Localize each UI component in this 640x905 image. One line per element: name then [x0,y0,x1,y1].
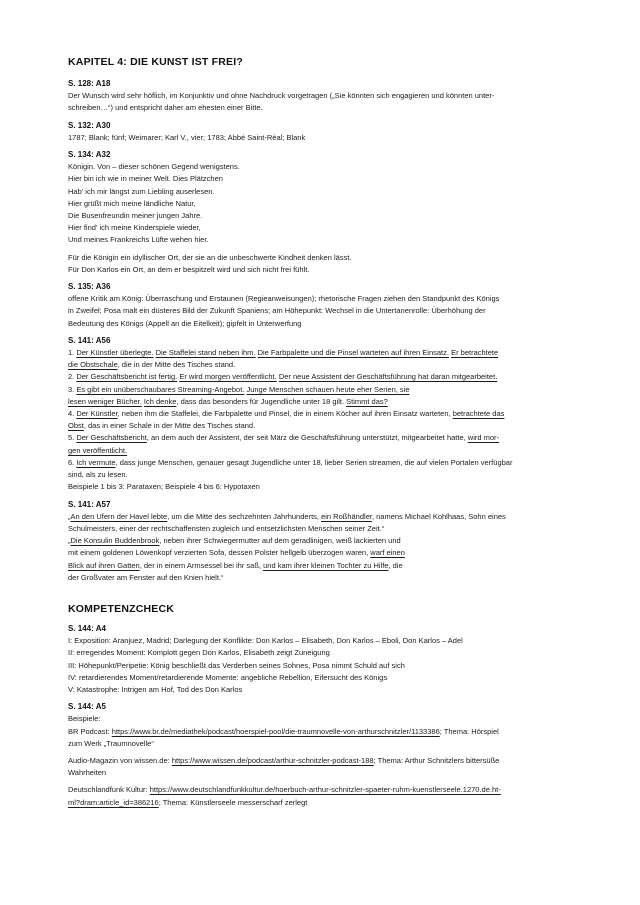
text-segment: Audio-Magazin von wissen.de: [68,755,172,765]
text-line [68,523,582,535]
section-heading: S. 141: A56 [68,335,111,345]
text-segment: Beispiele: [68,714,101,724]
text-segment: „ [68,536,71,546]
text-segment: in Zweifel; Posa malt ein düsteres Bild der Zukunft Spaniens; am Höhepunkt: Wechsel in die Untertanenrolle: Überhöhung der [68,306,486,316]
paragraph [68,535,582,584]
text-line [68,767,582,779]
text-line [68,469,582,481]
text-segment: , der in einem Armsessel bei ihr saß, [139,560,264,570]
underlined-text: Er betrachtete [451,348,499,358]
text-line [68,647,582,659]
text-line [68,481,582,493]
text-segment: IV: retardierendes Moment/retardierende Momente: angebliche Rebellion, Eifersucht des Königs [68,672,388,682]
text-line [68,210,582,222]
section [68,335,582,494]
text-line [68,797,582,809]
paragraph [68,635,582,696]
text-segment: , an dem auch der Assistent, der seit März die Geschäftsführung unterstützt, mitgearbeitet hatte, [146,433,468,443]
text-line [68,420,582,432]
text-line [68,445,582,457]
text-segment: , um die Mitte des sechzehnten Jahrhunderts, [167,511,322,521]
text-segment: 1787; Blank; fünf; Weimarer; Karl V., vier; 1783; Abbé Saint-Réal; Blank [68,132,306,142]
section [68,623,582,696]
section [68,701,582,809]
text-segment: mit einem goldenen Löwenkopf verzierten Sofa, dessen Polster hellgelb überzogen waren, [68,548,371,558]
underlined-text: Er wird morgen veröffentlicht. [179,372,277,382]
section-heading: S. 134: A32 [68,150,111,160]
url-link[interactable]: https://www.br.de/mediathek/podcast/hoerspiel-pool/die-traumnovelle-von-arthurschnitzler/1133386 [111,726,440,736]
text-line [68,726,582,738]
text-line [68,173,582,185]
underlined-text: Der neue Assistent der Geschäftsführung hat daran mitgearbeitet. [278,372,498,382]
underlined-text: An den Ufern der Havel lebte [70,511,168,521]
text-segment: , das in einer Schale in der Mitte des Tisches stand. [83,421,256,431]
text-segment: III: Höhepunkt/Peripetie: König beschließt das Verderben seines Sohnes, Posa nimmt Schuld auf sich [68,660,405,670]
text-line [68,432,582,444]
underlined-text: gen veröffentlicht. [68,445,128,455]
section-heading: S. 128: A18 [68,79,111,88]
text-line [68,511,582,523]
text-line [68,132,582,144]
section [68,281,582,330]
text-segment: Und meines Frankreichs Lüfte wehen hier. [68,235,209,245]
underlined-text: Obst [68,421,84,431]
text-line [68,234,582,246]
text-line [68,396,582,408]
text-line [68,90,582,102]
underlined-text: Blick auf ihren Gatten [68,560,140,570]
text-segment: V: Katastrophe: Intrigen am Hof, Tod des Don Karlos [68,684,243,694]
text-segment: , dass junge Menschen, genauer gesagt Jugendliche unter 18, lieber Serien streamen, die auf vielen Portalen verfügbar [115,457,513,467]
underlined-text: Die Staffelei stand neben ihm. [155,348,256,358]
text-segment: 4. [68,409,77,419]
text-line [68,457,582,469]
text-segment: Hier grüßt mich meine ländliche Natur, [68,198,196,208]
section-heading: S. 144: A5 [68,702,106,712]
text-line [68,371,582,383]
text-line [68,672,582,684]
paragraph [68,132,582,144]
text-segment: ; Thema: Künstlerseele messerscharf zerlegt [158,797,308,807]
paragraph [68,161,582,246]
text-segment: ; Thema: Arthur Schnitzlers bittersüße [373,755,500,765]
text-line [68,635,582,647]
text-segment: BR Podcast: [68,726,112,736]
text-line [68,755,582,767]
sections-main [68,78,582,584]
underlined-text: Die Konsulin Buddenbrook [70,536,160,546]
text-segment: der Großvater am Fenster auf den Knien hielt.“ [68,572,224,582]
text-line [68,560,582,572]
text-segment: 1. [68,348,77,358]
paragraph [68,784,582,808]
underlined-text: wird mor- [467,433,500,443]
paragraph [68,252,582,276]
section-heading: S. 135: A36 [68,282,111,292]
section-heading: S. 132: A30 [68,120,111,130]
text-segment: zum Werk „Traumnovelle“ [68,738,154,748]
underlined-text: ein Roßhändler [321,511,372,521]
text-segment: Deutschlandfunk Kultur: [68,785,150,795]
text-segment: 2. [68,372,77,382]
text-segment: 5. [68,433,77,443]
text-segment: Schulmeisters, einer der rechtschaffensten zugleich und entsetzlichsten Menschen seiner Zeit.“ [68,523,385,533]
text-line [68,186,582,198]
text-segment: 6. [68,457,77,467]
underlined-text: Der Künstler überlegte. [76,348,154,358]
underlined-text: und kam ihrer kleinen Tochter zu Hilfe [263,560,389,570]
text-segment: Für Don Karlos ein Ort, an dem er bespitzelt wird und sich nicht frei fühlt. [68,264,310,274]
underlined-text: die Obstschale [68,360,118,370]
text-segment: schreiben…“) und entspricht daher am ehesten einer Bitte. [68,103,263,113]
text-line [68,222,582,234]
text-segment: Hier find' ich meine Kinderspiele wieder, [68,223,201,233]
text-segment: , namens Michael Kohlhaas, Sohn eines [371,511,506,521]
paragraph [68,293,582,330]
text-segment: Wahrheiten [68,768,107,778]
text-segment: Die Busenfreundin meiner jungen Jahre. [68,211,203,221]
text-line [68,161,582,173]
text-line [68,572,582,584]
text-line [68,738,582,750]
text-segment: sind, als zu lesen. [68,470,128,480]
kompetenzcheck-title: KOMPETENZCHECK [68,602,175,615]
text-line [68,359,582,371]
url-link[interactable]: https://www.deutschlandfunkkultur.de/hoerbuch-arthur-schnitzler-spaeter-ruhm-kuenstlerseele.1270.de.ht- [149,785,501,795]
text-segment: Hab' ich mir längst zum Liebling auserlesen. [68,186,215,196]
text-line [68,408,582,420]
text-line [68,384,582,396]
underlined-text: Stimmt das? [346,396,388,406]
paragraph [68,755,582,779]
text-segment: , neben ihm die Staffelei, die Farbpalette und Pinsel, die in einem Köcher auf ihren Einsatz warteten, [117,409,453,419]
paragraph [68,713,582,750]
text-segment: Beispiele 1 bis 3: Parataxen; Beispiele 4 bis 6: Hypotaxen [68,482,260,492]
underlined-text: Ich vermute [76,457,116,467]
underlined-text: Die Farbpalette und die Pinsel warteten auf ihren Einsatz. [257,348,449,358]
text-segment: , die [388,560,403,570]
text-line [68,264,582,276]
text-segment: „ [68,511,71,521]
sections-kompetenzcheck [68,623,582,809]
section-heading: S. 141: A57 [68,499,111,509]
paragraph [68,511,582,535]
text-line [68,660,582,672]
section [68,120,582,144]
text-line [68,347,582,359]
text-segment: II: erregendes Moment: Komplott gegen Don Karlos, Elisabeth zeigt Zuneigung [68,648,330,658]
text-segment: ; Thema: Hörspiel [439,726,499,736]
section [68,499,582,584]
text-line [68,784,582,796]
underlined-text: Der Geschäftsbericht [76,433,147,443]
text-line [68,535,582,547]
text-segment: , neben ihrer Schwiegermutter auf dem geradlinigen, weiß lackierten und [159,536,401,546]
text-segment: Bedeutung des Königs (Appell an die Eitelkeit); gipfelt in Unterwerfung [68,318,302,328]
text-line [68,318,582,330]
text-line [68,252,582,264]
url-link[interactable]: https://www.wissen.de/podcast/arthur-schnitzler-podcast-188 [171,755,374,765]
underlined-text: Es gibt ein unüberschaubares Streaming-Angebot. [76,384,245,394]
paragraph [68,347,582,493]
text-segment: I: Exposition: Aranjuez, Madrid; Darlegung der Konflikte: Don Karlos – Elisabeth, Don Karlos – Eboli, Don Karlos – Adel [68,636,463,646]
text-segment: 3. [68,384,77,394]
text-segment: , die in der Mitte des Tisches stand. [117,360,236,370]
text-segment: offene Kritik am König: Überraschung und Erstaunen (Regieanweisungen); rhetorische Fragen ziehen den Standpunkt des Königs [68,294,500,304]
chapter-title: KAPITEL 4: DIE KUNST IST FREI? [68,56,243,68]
text-line [68,713,582,725]
text-segment: Hier bin ich wie in meiner Welt. Dies Plätzchen [68,174,223,184]
section-heading: S. 144: A4 [68,623,106,633]
section [68,149,582,276]
section [68,78,582,115]
text-line [68,547,582,559]
text-segment: , dass das besonders für Jugendliche unter 18 gilt. [176,396,347,406]
underlined-text: betrachtete das [452,409,505,419]
text-line [68,102,582,114]
paragraph [68,90,582,114]
underlined-text: Der Geschäftsbericht ist fertig. [76,372,178,382]
underlined-text: Der Künstler [76,409,118,419]
underlined-text: Ich denke [143,396,177,406]
text-segment: Der Wunsch wird sehr höflich, im Konjunktiv und ohne Nachdruck vorgetragen („Sie könnten sich engagieren und könnten unter- [68,91,495,101]
text-line [68,684,582,696]
underlined-text: lesen weniger Bücher. [68,396,142,406]
text-segment: Für die Königin ein idyllischer Ort, der sie an die unbeschwerte Kindheit denken lässt. [68,252,352,262]
underlined-text: warf einen [370,548,405,558]
text-segment: Königin. Von – dieser schönen Gegend wenigstens. [68,162,240,172]
text-line [68,198,582,210]
text-line [68,305,582,317]
url-link[interactable]: ml?dram:article_id=386216 [68,797,159,807]
text-line [68,293,582,305]
underlined-text: Junge Menschen schauen heute eher Serien, sie [246,384,410,394]
